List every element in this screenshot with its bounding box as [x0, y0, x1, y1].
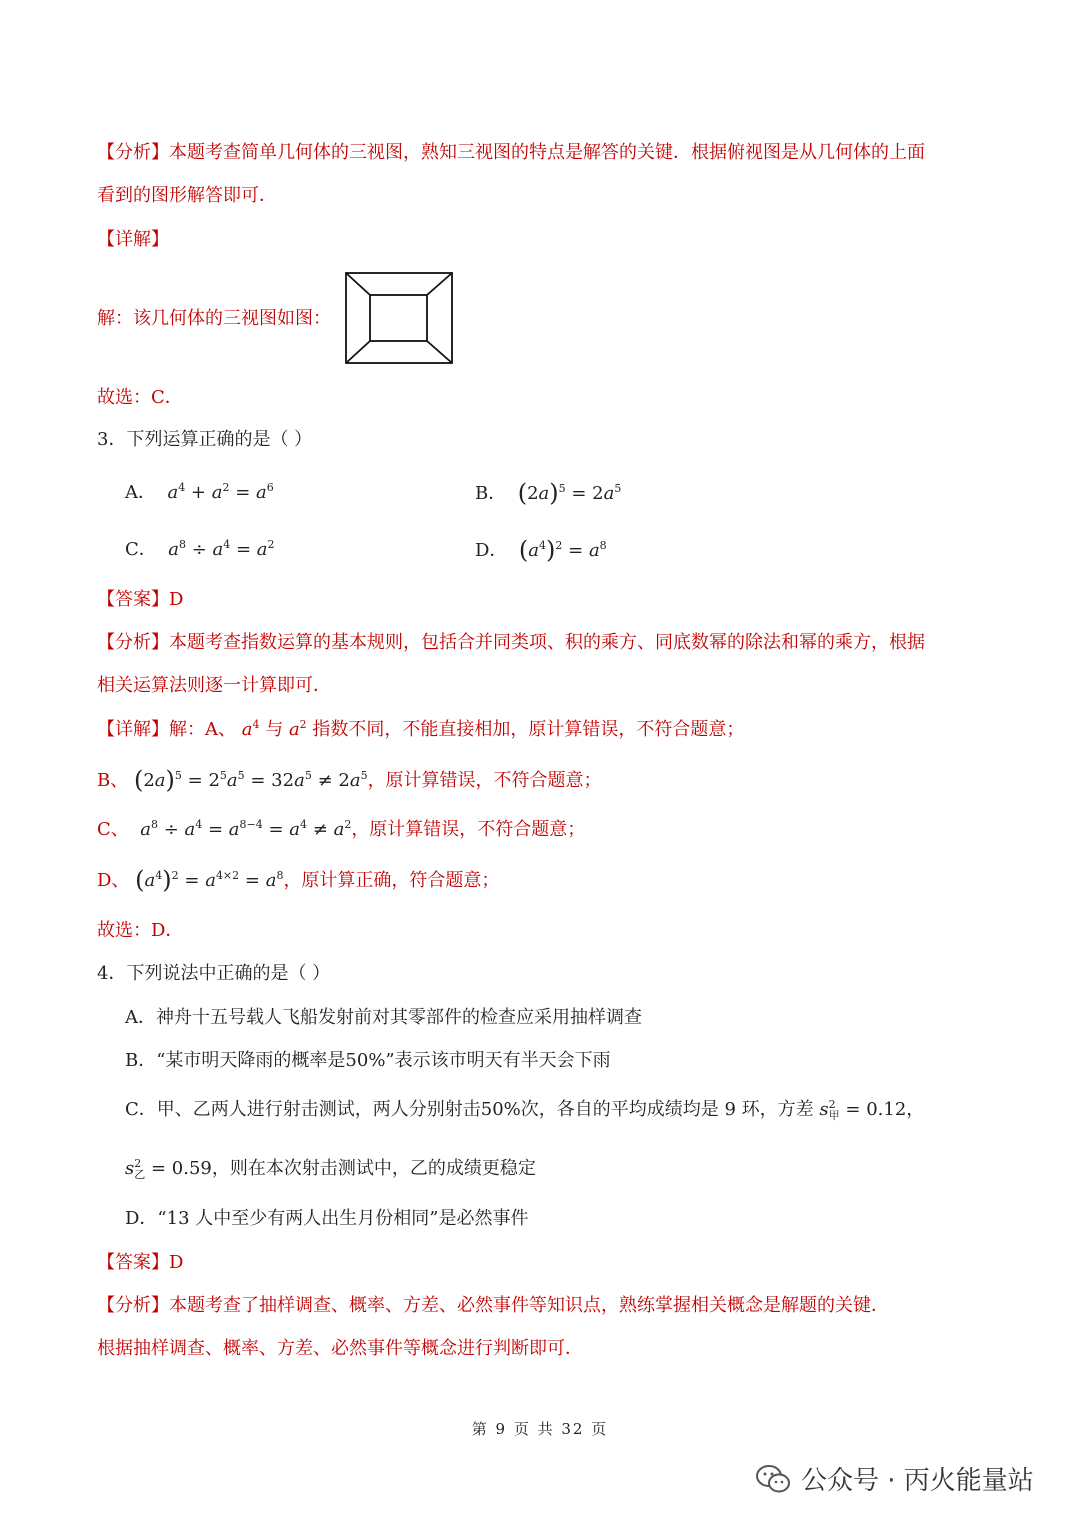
q3-detail-a-mid: 与 — [265, 719, 284, 740]
q3-detail-c-prefix: C、 — [97, 819, 129, 840]
q2-detail-label: 【详解】 — [97, 229, 169, 250]
q3-option-b-formula: $(2a)^5 = 2a^5$ — [517, 479, 622, 507]
q3-detail-b-end: ，原计算错误，不符合题意； — [367, 770, 602, 791]
q4-analysis-line2: 根据抽样调查、概率、方差、必然事件等概念进行判断即可． — [97, 1338, 583, 1359]
q3-detail-a — [97, 718, 744, 742]
q4-option-c-conclusion: ，则在本次射击测试中，乙的成绩更稳定 — [211, 1158, 536, 1179]
q4-variance-yi-value: = 0.59 — [150, 1158, 212, 1179]
q4-option-c-line1 — [125, 1098, 924, 1122]
q3-analysis-line2: 相关运算法则逐一计算即可． — [97, 675, 331, 696]
q3-detail-prefix: 【详解】解：A、 — [97, 719, 236, 740]
q4-variance-jia-value: = 0.12， — [845, 1099, 925, 1120]
q4-answer: 【答案】D — [97, 1252, 184, 1273]
q4-analysis-line1: 【分析】本题考查了抽样调查、概率、方差、必然事件等知识点，熟练掌握相关概念是解题的关键． — [97, 1295, 889, 1316]
watermark — [755, 1460, 1034, 1497]
q3-option-c-label: C． — [125, 539, 157, 560]
q4-option-c-line2 — [125, 1157, 536, 1181]
q3-detail-d-prefix: D、 — [97, 870, 130, 891]
q3-option-d-formula: $(a^4)^2 = a^8$ — [518, 536, 607, 564]
q2-choose: 故选：C． — [97, 387, 183, 408]
wechat-icon — [755, 1464, 791, 1494]
q3-detail-a-end: 指数不同，不能直接相加，原计算错误，不符合题意； — [312, 719, 745, 740]
q3-option-d — [475, 538, 607, 563]
q3-detail-d-formula: $(a^4)^2 = a^{4\times 2} = a^8$ — [135, 866, 284, 894]
q3-option-b-label: B． — [475, 483, 507, 504]
q4-option-c-text: C．甲、乙两人进行射击测试，两人分别射击50%次，各自的平均成绩均是 9 环，方差 — [125, 1099, 814, 1120]
q3-option-c — [125, 538, 275, 562]
page-number: 第 9 页 共 32 页 — [471, 1420, 609, 1438]
watermark-text: 公众号 · 丙火能量站 — [801, 1466, 1034, 1496]
q3-analysis-line1: 【分析】本题考查指数运算的基本规则，包括合并同类项、积的乘方、同底数幂的除法和幂的乘方，根据 — [97, 632, 925, 653]
q3-option-c-formula: $a^8 \div a^4 = a^2$ — [162, 538, 275, 560]
q3-choose: 故选：D． — [97, 920, 184, 941]
q3-detail-d — [97, 868, 499, 893]
q3-detail-c — [97, 818, 585, 842]
q3-option-d-label: D． — [475, 540, 508, 561]
q4-option-d: D．“13 人中至少有两人出生月份相同”是必然事件 — [125, 1208, 529, 1229]
q4-option-a: A．神舟十五号载人飞船发射前对其零部件的检查应采用抽样调查 — [125, 1007, 642, 1028]
q2-analysis-line1: 【分析】本题考查简单几何体的三视图，熟知三视图的特点是解答的关键．根据俯视图是从几何体的上面 — [97, 142, 925, 163]
q3-detail-a-term1: $a^4$ — [241, 718, 260, 740]
q3-option-a — [125, 481, 274, 505]
q3-stem: 3．下列运算正确的是（ ） — [97, 429, 313, 450]
q3-detail-a-term2: $a^2$ — [288, 718, 307, 740]
q3-detail-c-end: ，原计算错误，不符合题意； — [351, 819, 586, 840]
q3-option-b — [475, 481, 621, 506]
q4-stem: 4．下列说法中正确的是（ ） — [97, 963, 331, 984]
q3-detail-b — [97, 768, 602, 793]
q3-detail-c-formula: $a^8 \div a^4 = a^{8-4} = a^4 \ne a^2$ — [134, 818, 352, 840]
q3-detail-d-end: ，原计算正确，符合题意； — [283, 870, 500, 891]
q3-option-a-formula: $a^4 + a^2 = a^6$ — [161, 481, 274, 503]
q4-variance-yi: $s^2_乙$ — [125, 1157, 146, 1181]
top-view-figure — [345, 272, 453, 364]
q2-analysis-line2: 看到的图形解答即可． — [97, 185, 277, 206]
q2-solution-text: 解：该几何体的三视图如图： — [97, 308, 331, 329]
q3-detail-b-formula: $(2a)^5 = 2^5a^5 = 32a^5 \ne 2a^5$ — [133, 766, 368, 794]
q3-option-a-label: A． — [125, 482, 156, 503]
q4-variance-jia: $s^2_甲$ — [819, 1098, 840, 1122]
q4-option-b: B．“某市明天降雨的概率是50%”表示该市明天有半天会下雨 — [125, 1050, 611, 1071]
q3-detail-b-prefix: B、 — [97, 770, 129, 791]
q3-answer: 【答案】D — [97, 589, 184, 610]
